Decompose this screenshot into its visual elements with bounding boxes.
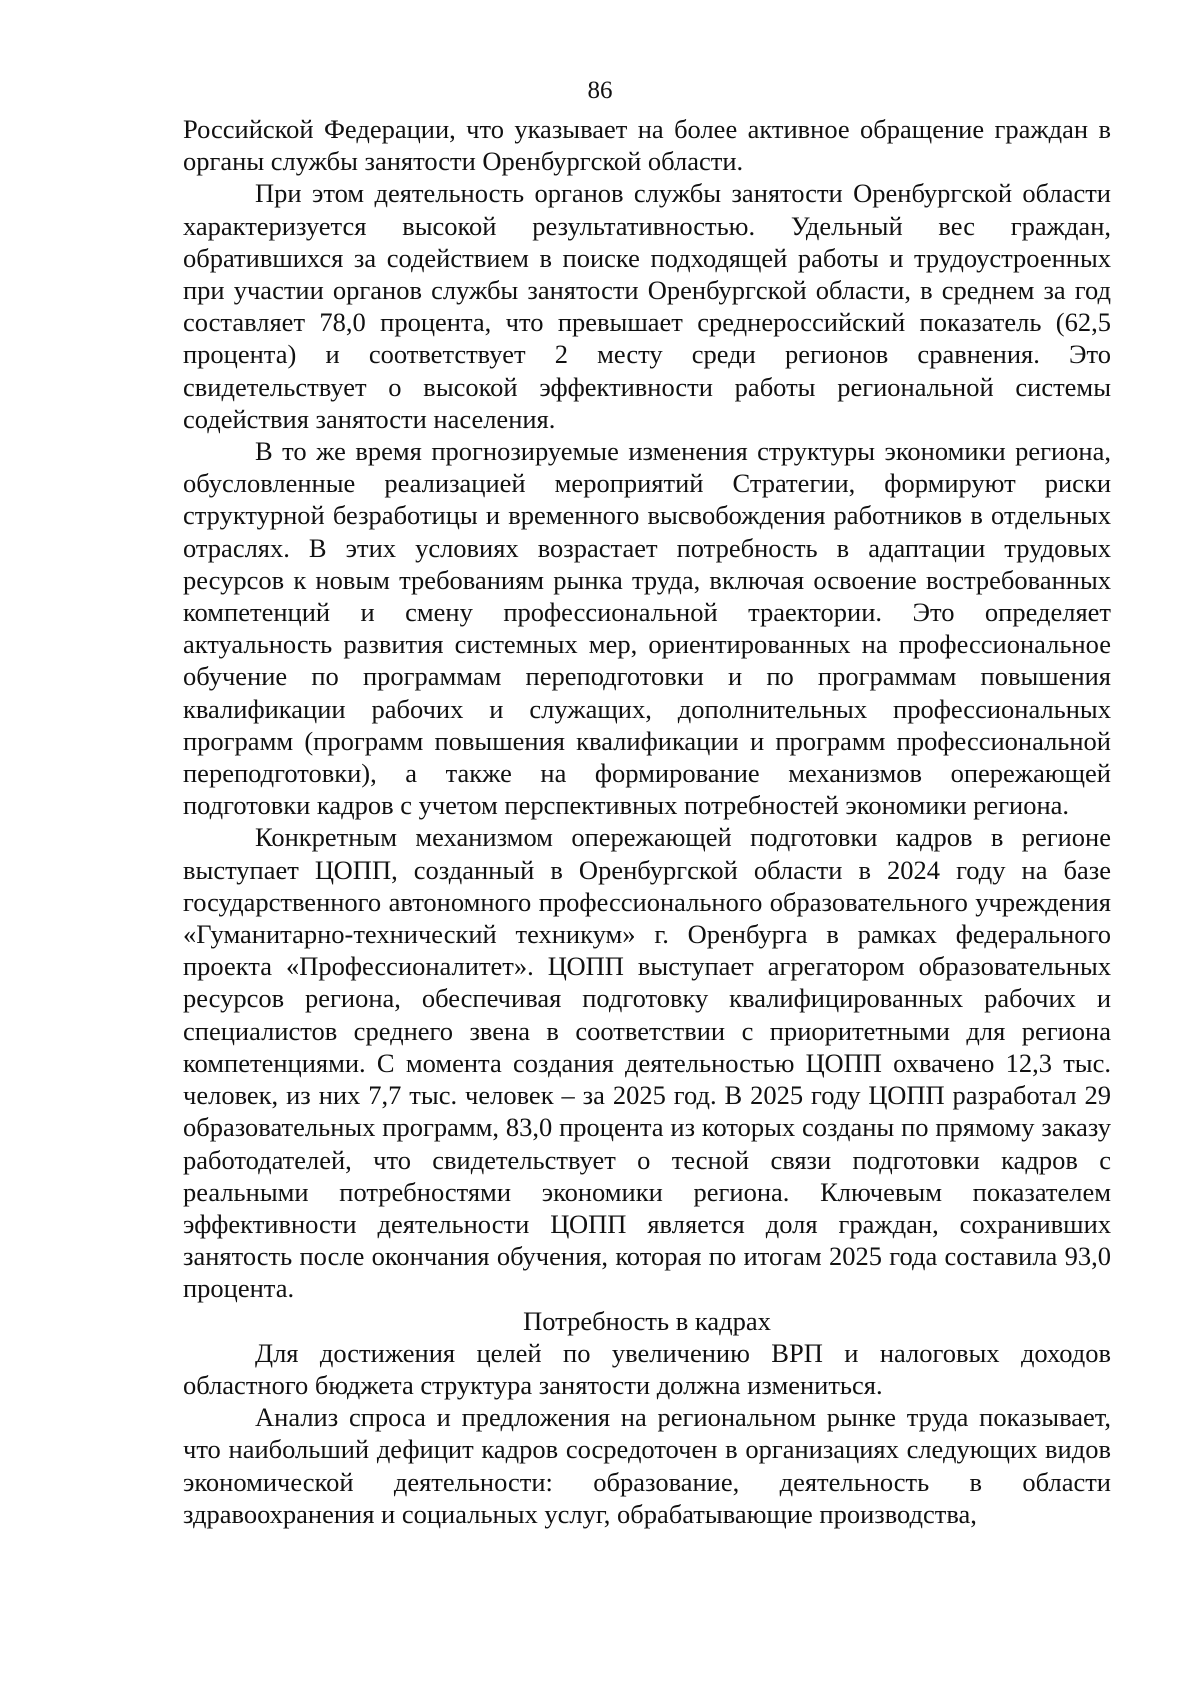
- paragraph-labor-market-analysis: Анализ спроса и предложения на региональном рынке труда показывает, что наибольший дефицит кадров сосредоточен в организациях следующих видов экономической деятельности: образование, деятельность в области здравоохранения и социальных услуг, обрабатывающие производства,: [183, 1402, 1111, 1529]
- section-heading: Потребность в кадрах: [523, 1305, 771, 1336]
- paragraph-continuation: Российской Федерации, что указывает на более активное обращение граждан в органы службы занятости Оренбургской области.: [183, 114, 1111, 177]
- paragraph-copp-mechanism: Конкретным механизмом опережающей подготовки кадров в регионе выступает ЦОПП, созданный в Оренбургской области в 2024 году на базе государственного автономного профессионального образовательного учреждения «Гуманитарно-технический техникум» г. Оренбурга в рамках федерального проекта «Профессионалитет». ЦОПП выступает агрегатором образовательных ресурсов региона, обеспечивая подготовку квалифицированных рабочих и специалистов среднего звена в соответствии с приоритетными для региона компетенциями. С момента создания деятельностью ЦОПП охвачено 12,3 тыс. человек, из них 7,7 тыс. человек – за 2025 год. В 2025 году ЦОПП разработал 29 образовательных программ, 83,0 процента из которых созданы по прямому заказу работодателей, что свидетельствует о тесной связи подготовки кадров с реальными потребностями экономики региона. Ключевым показателем эффективности деятельности ЦОПП является доля граждан, сохранивших занятость после окончания обучения, которая по итогам 2025 года составила 93,0 процента.: [183, 822, 1111, 1304]
- paragraph-employment-service-results: При этом деятельность органов службы занятости Оренбургской области характеризуется высокой результативностью. Удельный вес граждан, обратившихся за содействием в поиске подходящей работы и трудоустроенных при участии органов службы занятости Оренбургской области, в среднем за год составляет 78,0 процента, что превышает среднероссийский показатель (62,5 процента) и соответствует 2 месту среди регионов сравнения. Это свидетельствует о высокой эффективности работы региональной системы содействия занятости населения.: [183, 178, 1111, 434]
- paragraph-grp-goals: Для достижения целей по увеличению ВРП и налоговых доходов областного бюджета структура занятости должна измениться.: [183, 1337, 1111, 1400]
- page-number: 86: [587, 77, 613, 104]
- document-body: [183, 113, 1111, 1530]
- paragraph-structural-risks: В то же время прогнозируемые изменения структуры экономики региона, обусловленные реализацией мероприятий Стратегии, формируют риски структурной безработицы и временного высвобождения работников в отдельных отраслях. В этих условиях возрастает потребность в адаптации трудовых ресурсов к новым требованиям рынка труда, включая освоение востребованных компетенций и смену профессиональной траектории. Это определяет актуальность развития системных мер, ориентированных на профессиональное обучение по программам переподготовки и по программам повышения квалификации рабочих и служащих, дополнительных профессиональных программ (программ повышения квалификации и программ профессиональной переподготовки), а также на формирование механизмов опережающей подготовки кадров с учетом перспективных потребностей экономики региона.: [183, 436, 1111, 821]
